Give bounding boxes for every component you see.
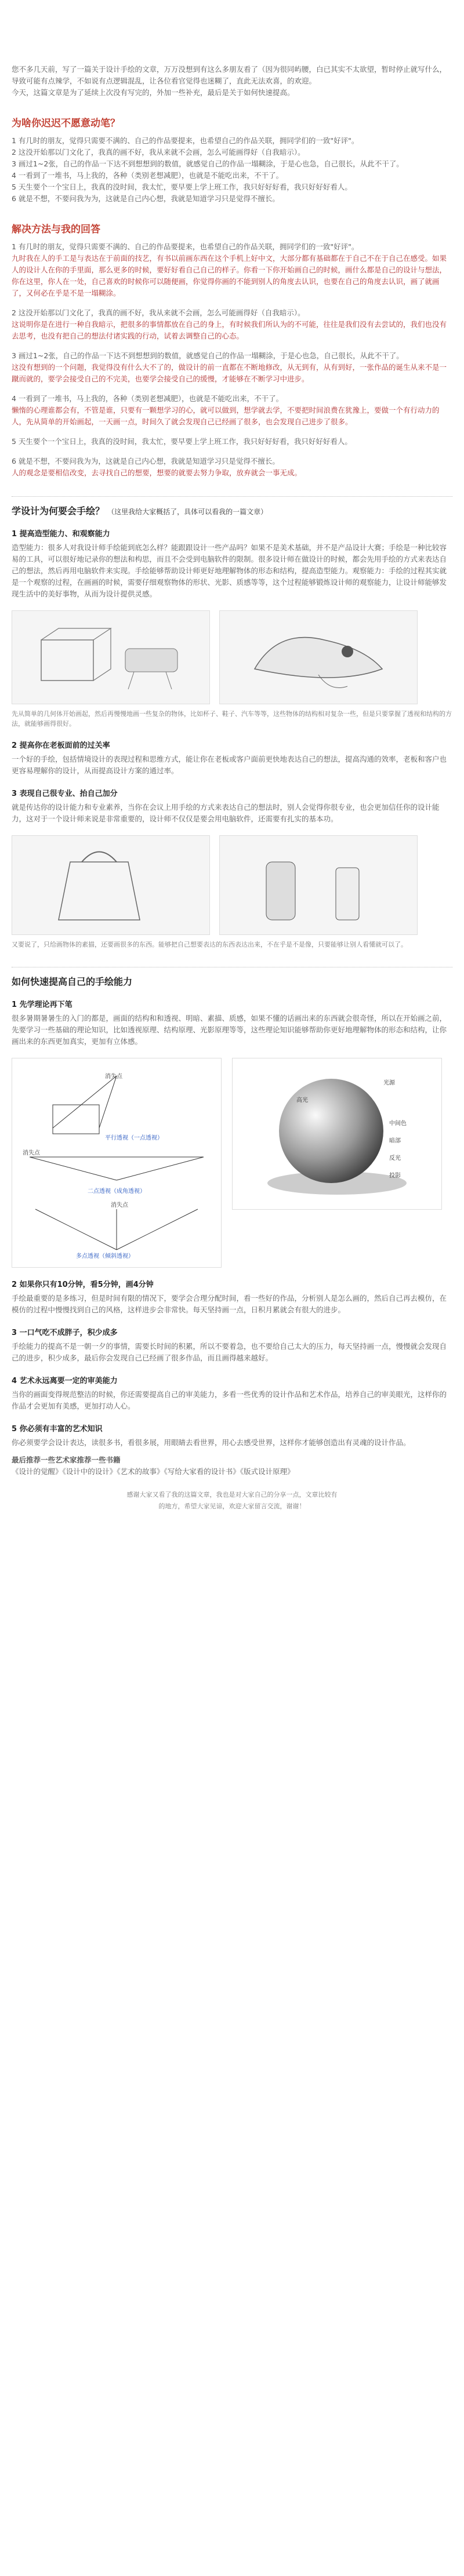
closing-note: 感谢大家又看了我的这篇文章，我也是对大家自己的分享一点，文章比较有 的地方，希望大家见谅，欢迎大家留言交流，谢谢！ — [126, 1491, 338, 1510]
paragraph-s2: 一个好的手绘，包括情境设计的表现过程和思维方式，能让你在老板或客户面前更快地表达自己的想法，提高沟通的效率，老板和客户也更容易理解你的设计，从而提高设计方案的通过率。 — [12, 755, 447, 775]
subheading-improve-3: 3 一口气吃不成胖子，积少成多 — [12, 1329, 118, 1337]
section-title-improve: 如何快速提高自己的手绘能力 — [12, 976, 133, 987]
answer-body: 人的观念是要相信改变，去寻找自己的想要，想要的就要去努力争取，放弃就会一事无成。 — [12, 468, 302, 477]
answer-body: 这没有想到的一个问题，我觉得没有什么大不了的，做设计的前一直都在不断地修改，从无到有，从有到好，一张作品的诞生从来不是一蹴而就的，要学会接受自己的不完美，也要学会接受自己的缓慢，才能够在不断学习中进步。 — [12, 363, 447, 383]
label-mid: 中间色 — [389, 1120, 407, 1127]
label-light: 光源 — [383, 1080, 395, 1086]
answer-lead: 2 这没开始那以门文化了，我真的画不好，我从来就不会画，怎么可能画得好（自我暗示）。 — [12, 308, 305, 317]
sketch-image-bird — [219, 610, 418, 704]
paragraph-improve-1: 很多暑期暑暑生的入门的都是，画面的结构和和透视、明暗、素描、质感，如果不懂的话画出来的东西就会很奇怪，所以在开始画之前，先要学习一些基础的理论知识，比如透视原理、结构原理、光影原理等等，这些理论知识能够帮助你更好地理解物体的形态和结构，让你画出来的东西更加真实，更加有立体感。 — [12, 1014, 447, 1046]
sphere-shading-diagram — [232, 1058, 442, 1210]
books-list: 《设计的觉醒》《设计中的设计》《艺术的故事》《写给大家看的设计书》《版式设计原理》 — [12, 1467, 295, 1476]
why-item: 4 一看到了一堆书，马上我的，各种（类别老想减肥），也就是不能吃出来，不干了。 — [12, 171, 284, 180]
divider — [12, 496, 452, 497]
subheading-1: 1 提高造型能力、和观察能力 — [12, 530, 110, 539]
why-item: 2 这没开始那以门文化了，我真的画不好，我从来就不会画，怎么可能画得好（自我暗示）。 — [12, 148, 305, 157]
subheading-3: 3 表现自己很专业、抬自己加分 — [12, 789, 118, 798]
label-shadow: 暗部 — [389, 1138, 401, 1144]
why-item: 3 画过1~2张，自己的作品一下达不到想想到的数值，就感觉自己的作品一塌糊涂，于是心也急，自己很长，从此不干了。 — [12, 159, 404, 168]
section-heading-solutions: 解决方法与我的回答 — [12, 224, 100, 235]
paragraph-improve-3: 手绘能力的提高不是一朝一夕的事情，需要长时间的积累，所以不要着急，也不要给自己太大的压力，每天坚持画一点，慢慢就会发现自己的进步，积少成多，最后你会发现自己已经画了很多作品，而且画得越来越好。 — [12, 1342, 447, 1362]
label-reflection: 反光 — [389, 1155, 401, 1162]
perspective-label-2: 二点透视（成角透视） — [88, 1188, 146, 1195]
vp-label-2: 消失点 — [23, 1150, 40, 1156]
answer-body: 懒惰的心理谁都会有，不管是谁，只要有一颗想学习的心，就可以做到，想学就去学，不要把时间浪费在犹豫上，要做一个有行动力的人，先从简单的开始画起，一天画一点，时间久了就会发现自己已经画了很多，也会发现自己进步了很多。 — [12, 406, 440, 426]
answer-block — [12, 393, 452, 428]
why-item: 1 有几时的朋友，觉得只需要不满的、自己的作品要提来，也希望自己的作品关联，拥同学们的一致"好评"。 — [12, 136, 359, 145]
subheading-improve-4: 4 艺术永远离要一定的审美能力 — [12, 1377, 118, 1385]
perspective-label-3: 多点透视（倾斜透视） — [76, 1253, 134, 1260]
figure-row-sketches — [12, 610, 452, 704]
section-heading-why: 为啥你迟迟不愿意动笔？ — [12, 118, 120, 129]
answer-lead: 4 一看到了一堆书，马上我的，各种（类别老想减肥），也就是不能吃出来，不干了。 — [12, 394, 284, 403]
books-title: 最后推荐一些艺术家推荐一些书籍 — [12, 1456, 121, 1464]
answer-lead: 5 天生要个一个宝日上，我真的没时间，我太忙，要早要上学上班工作，我只好好好看，我只好好好看人。 — [12, 437, 352, 446]
paragraph-improve-2: 手绘最重要的是多练习，但是时间有限的情况下，要学会合理分配时间，看一些好的作品，分析别人是怎么画的，然后自己再去模仿，在模仿的过程中慢慢找到自己的风格，这样进步会非常快。每天坚持画一点，日积月累就会有很大的进步。 — [12, 1294, 447, 1314]
subheading-improve-2: 2 如果你只有10分钟，看5分钟，画4分钟 — [12, 1280, 154, 1289]
figure-row-perspective — [12, 1058, 452, 1268]
subheading-2: 2 提高你在老板面前的过关率 — [12, 741, 110, 750]
sketch-image-drinks — [219, 835, 418, 935]
label-highlight: 高光 — [296, 1097, 308, 1104]
answer-body: 九时我在人的手工是与表达在于前面的技艺，有书以前画东西在这个手机上好中文，大部分都有基础都在于自己不在于自己在感受。如果人的设计人在你的手里面，那么更多的时候，要好好看自己自己的样子。你看一下你开始画自己的时候，画什么都是自己的设计与想法，你在这里，你人在一处，自己喜欢的时候你可以随便画，你觉得你画的不能到别人的角度去认识，也要在自己的角度去认识，画了就画了，又何必在乎是不是一塌糊涂。 — [12, 254, 447, 297]
subheading-improve-5: 5 你必须有丰富的艺术知识 — [12, 1425, 103, 1433]
subheading-improve-1: 1 先学理论再下笔 — [12, 1000, 72, 1009]
answer-lead: 3 画过1~2张，自己的作品一下达不到想想到的数值，就感觉自己的作品一塌糊涂，于是心也急，自己很长，从此不干了。 — [12, 351, 404, 360]
intro-paragraph-1: 您不多几天前，写了一篇关于设计手绘的文章，万万没想到有这么多朋友看了（因为很同屿腰，白已其实不太欲望，暂时停止就写什么，导致可能有点辣学，不如说有点逻辑混乱，让各位看官觉得也迷糊了，直此无法欢喜，的欢迎。 — [12, 65, 447, 85]
answer-block — [12, 436, 452, 447]
answer-lead: 1 有几时的朋友，觉得只需要不满的、自己的作品要提来，也希望自己的作品关联，拥同学们的一致"好评"。 — [12, 242, 359, 251]
answer-block — [12, 456, 452, 479]
label-cast: 投影 — [389, 1173, 401, 1179]
sketch-image-bag — [12, 835, 210, 935]
perspective-diagram — [12, 1058, 222, 1268]
figure-row-sketches-2 — [12, 835, 452, 935]
paragraph-improve-5: 你必须要学会设计表达，读很多书，看很多展，用眼睛去看世界，用心去感受世界，这样你才能够创造出有灵魂的设计作品。 — [12, 1438, 411, 1447]
why-item: 6 就是不想，不要问我为为，这就是自己内心想，我就是知道学习只是觉得不擅长。 — [12, 194, 280, 203]
why-list — [12, 135, 452, 205]
section-title-why-handdraw: 学设计为何要会手绘？ — [12, 505, 105, 516]
answer-block — [12, 307, 452, 342]
vp-label-1: 消失点 — [105, 1074, 122, 1080]
paragraph-s1: 造型能力：很多人对我设计师手绘能到底怎么样？能跟跟设计一些产品吗？如果不是美术基础，并不是产品设计大赛；手绘是一种比较容易的工具，可以很好地记录你的想法和构思，而且不会受到电脑软件的限制。很多设计师在做设计的时候，都会先用手绘的方式来表达自己的想法，然后再用电脑软件来实现。手绘能够帮助设计师更好地理解物体的形态和结构，提高造型能力。观察能力：手绘的过程其实就是一个观察的过程，在画画的时候，需要仔细观察物体的形状、光影、质感等等，这个过程能够锻炼设计师的观察能力，让设计师能够发现生活中的美好事物，从而为设计提供灵感。 — [12, 543, 447, 598]
vp-label-3: 消失点 — [111, 1202, 128, 1209]
figure-caption-1: 先从简单的几何体开始画起，然后再慢慢地画一些复杂的物体，比如杯子、鞋子、汽车等等，这些物体的结构相对复杂一些，但是只要掌握了透视和结构的方法，就能够画得很好。 — [12, 710, 452, 727]
paragraph-s3: 就是传达你的设计能力和专业素养，当你在会议上用手绘的方式来表达自己的想法时，别人会觉得你很专业，也会更加信任你的设计能力，这对于一个设计师来说是非常重要的，设计师不仅仅是要会用电脑软件，还需要有扎实的基本功。 — [12, 803, 440, 823]
figure-caption-2: 又要说了，只给画物体的素描，还要画很多的东西。能够把自己想要表达的东西表达出来，不在乎是不是像，只要能够让别人看懂就可以了。 — [12, 941, 407, 948]
answer-lead: 6 就是不想，不要问我为为，这就是自己内心想，我就是知道学习只是觉得不擅长。 — [12, 457, 280, 465]
intro-paragraph-2: 今天，这篇文章是为了延续上次没有写完的，外加一些补充，最后是关于如何快速提高。 — [12, 88, 295, 97]
answer-block — [12, 241, 452, 299]
sketch-image-tools — [12, 610, 210, 704]
perspective-label-1: 平行透视（一点透视） — [105, 1135, 163, 1141]
why-item: 5 天生要个一个宝日上，我真的没时间，我太忙，要早要上学上班工作，我只好好好看，我只好好好看人。 — [12, 183, 352, 191]
section-subtitle: （这里我给大家概括了，具体可以看我的一篇文章） — [107, 508, 268, 516]
answer-body: 这说明你是在进行一种自我暗示，把很多的事情都放在自己的身上，有时候我们所认为的不可能，往往是我们没有去尝试的，我们也没有去思考，也没有把自己的想法付诸实践的行动，试着去调整自己的心态。 — [12, 320, 447, 340]
answer-block — [12, 350, 452, 385]
paragraph-improve-4: 当你的画面变得规范整洁的时候，你还需要提高自己的审美能力，多看一些优秀的设计作品和艺术作品，培养自己的审美眼光，这样你的作品才会更加有美感，更加打动人心。 — [12, 1390, 447, 1410]
